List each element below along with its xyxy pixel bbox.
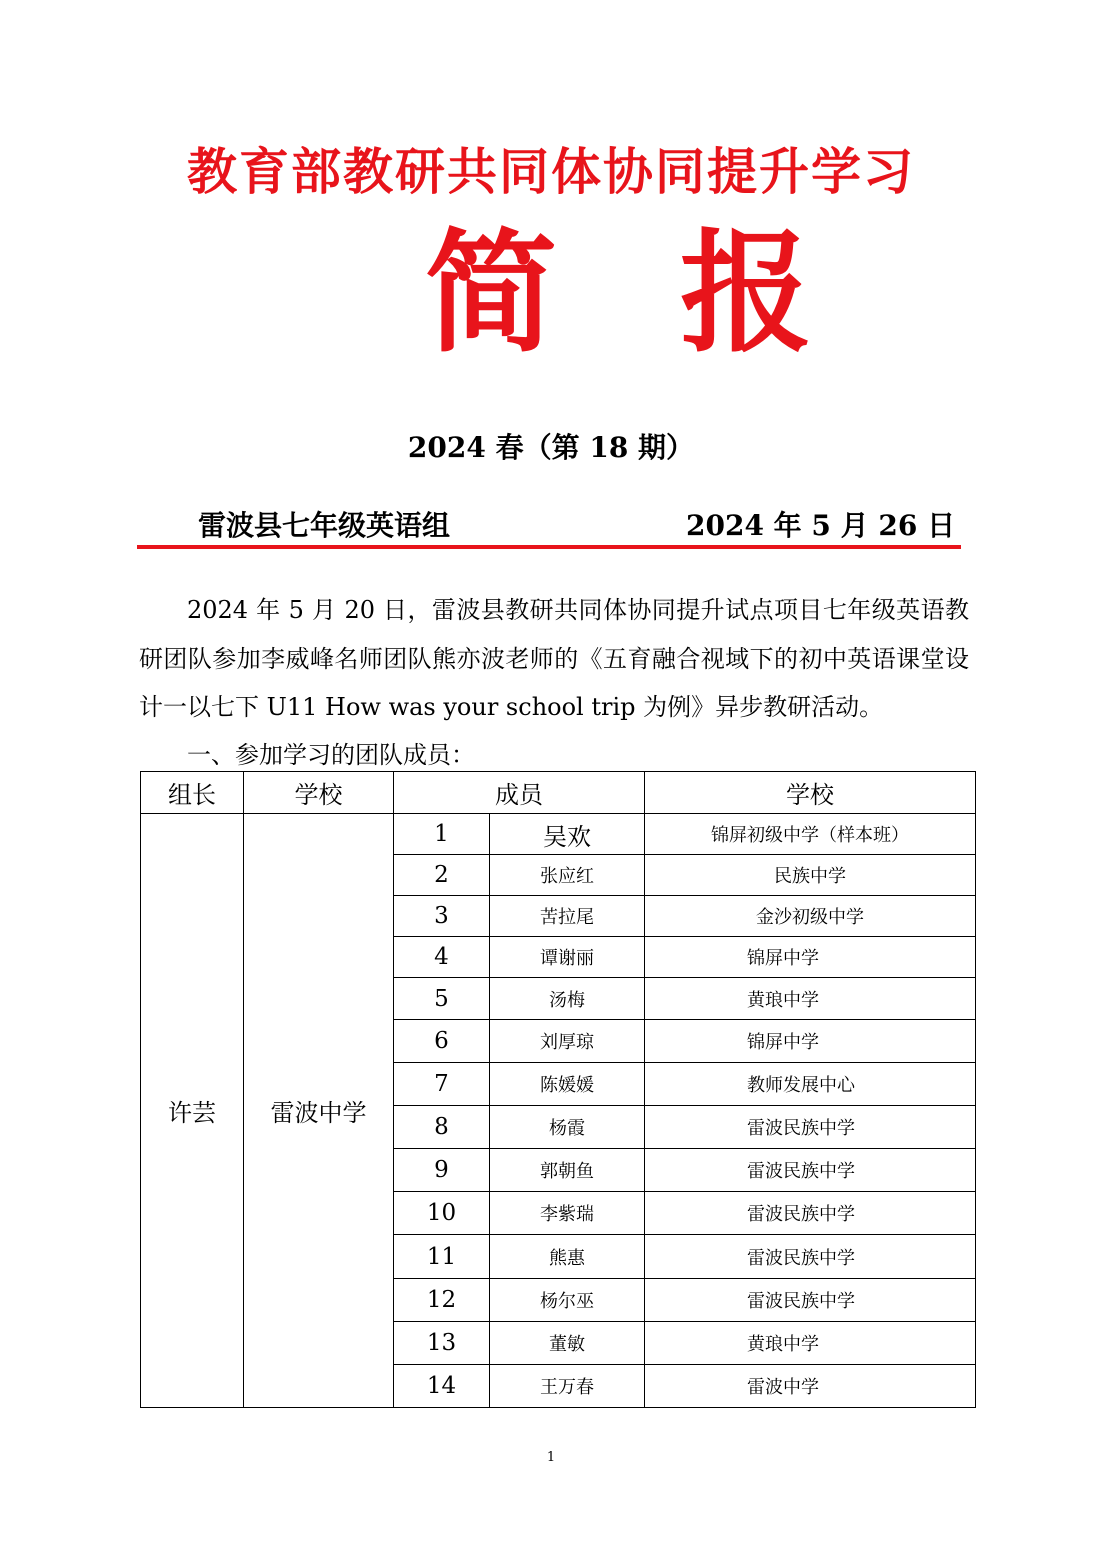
header-leader: 组长 [141,772,244,814]
member-name: 李紫瑞 [490,1192,645,1235]
section-heading: 一、参加学习的团队成员： [187,741,475,769]
member-number: 6 [394,1020,490,1063]
member-school: 锦屏初级中学（样本班） [645,814,976,855]
member-name: 刘厚琼 [490,1020,645,1063]
member-school: 雷波民族中学 [645,1106,976,1149]
organization: 雷波县七年级英语组 [198,509,451,542]
member-name: 汤梅 [490,978,645,1020]
bulletin-big-char-2: 报 [680,216,812,371]
member-school: 教师发展中心 [645,1063,976,1106]
intro-paragraph: 2024 年 5 月 20 日，雷波县教研共同体协同提升试点项目七年级英语教研团队参加李威峰名师团队熊亦波老师的《五育融合视域下的初中英语课堂设计一以七下 U11 How was your school trip 为例》异步教研活动。 [139,596,969,721]
table-header-row [141,772,976,814]
bulletin-big-char-1: 简 [425,216,557,371]
member-name: 杨霞 [490,1106,645,1149]
member-name: 谭谢丽 [490,937,645,978]
publish-date: 2024 年 5 月 26 日 [686,509,956,542]
member-school: 锦屏中学 [645,937,976,978]
member-number: 5 [394,978,490,1020]
member-name: 苦拉尾 [490,896,645,937]
member-name: 吴欢 [490,814,645,855]
member-number: 2 [394,855,490,896]
member-school: 锦屏中学 [645,1020,976,1063]
bulletin-title: 教育部教研共同体协同提升学习 [187,142,915,201]
table-row [141,814,976,855]
member-name: 郭朝鱼 [490,1149,645,1192]
member-school: 雷波中学 [645,1365,976,1408]
member-school: 雷波民族中学 [645,1192,976,1235]
member-number: 14 [394,1365,490,1408]
member-school: 黄琅中学 [645,1322,976,1365]
member-school: 雷波民族中学 [645,1149,976,1192]
member-number: 4 [394,937,490,978]
member-name: 陈媛媛 [490,1063,645,1106]
member-number: 8 [394,1106,490,1149]
leader-school: 雷波中学 [244,814,394,1408]
member-school: 民族中学 [645,855,976,896]
header-school: 学校 [244,772,394,814]
page-number: 1 [546,1450,556,1465]
leader-name: 许芸 [141,814,244,1408]
member-number: 9 [394,1149,490,1192]
member-school: 雷波民族中学 [645,1279,976,1322]
issue-number: 2024 春（第 18 期） [407,431,695,464]
member-name: 熊惠 [490,1235,645,1279]
member-number: 12 [394,1279,490,1322]
member-name: 张应红 [490,855,645,896]
member-number: 11 [394,1235,490,1279]
members-table [140,771,976,1408]
member-number: 3 [394,896,490,937]
member-name: 董敏 [490,1322,645,1365]
member-name: 杨尔巫 [490,1279,645,1322]
member-school: 黄琅中学 [645,978,976,1020]
member-school: 雷波民族中学 [645,1235,976,1279]
member-number: 1 [394,814,490,855]
member-school: 金沙初级中学 [645,896,976,937]
header-member-school: 学校 [645,772,976,814]
header-divider [137,545,961,549]
member-number: 7 [394,1063,490,1106]
member-number: 10 [394,1192,490,1235]
member-name: 王万春 [490,1365,645,1408]
member-number: 13 [394,1322,490,1365]
header-members: 成员 [394,772,645,814]
